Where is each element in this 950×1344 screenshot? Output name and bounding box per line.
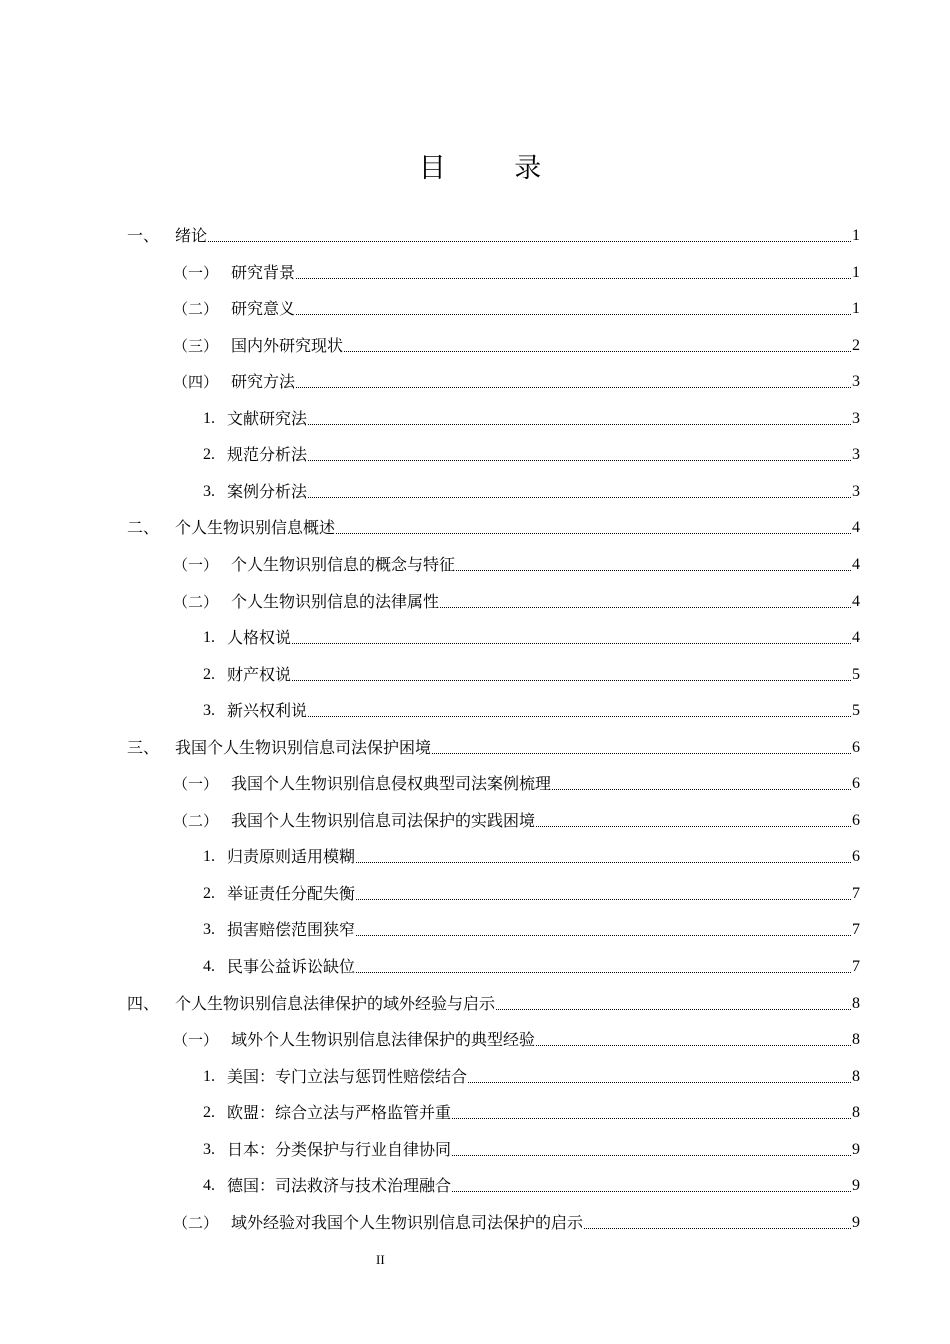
toc-entry-page: 3 [852, 410, 860, 427]
toc-entry-number: 3. [203, 702, 215, 719]
toc-entry-page: 6 [852, 775, 860, 792]
page-title: 目 录 [418, 153, 572, 184]
toc-dot-leader [552, 788, 851, 790]
toc-entry-title: 民事公益诉讼缺位 [227, 957, 356, 976]
toc-entry[interactable] [173, 334, 860, 358]
toc-entry[interactable] [173, 297, 860, 321]
toc-entry-page: 8 [852, 1104, 860, 1121]
toc-entry-page: 4 [852, 556, 860, 573]
toc-dot-leader [308, 459, 851, 461]
toc-entry-number: （一） [173, 775, 219, 793]
toc-entry[interactable] [173, 553, 860, 577]
toc-entry-page: 4 [852, 519, 860, 536]
toc-dot-leader [452, 1117, 851, 1119]
toc-entry[interactable] [203, 626, 860, 650]
toc-entry[interactable] [173, 1028, 860, 1052]
toc-entry[interactable] [203, 918, 860, 942]
toc-entry[interactable] [203, 443, 860, 467]
toc-dot-leader [468, 1081, 851, 1083]
toc-entry-number: 2. [203, 666, 215, 683]
toc-dot-leader [296, 277, 851, 279]
toc-entry-title: 人格权说 [227, 628, 292, 647]
toc-entry-number: 三、 [127, 738, 160, 757]
toc-dot-leader [292, 679, 851, 681]
toc-entry-title: 个人生物识别信息的法律属性 [231, 592, 440, 611]
toc-entry-page: 5 [852, 702, 860, 719]
toc-dot-leader [432, 752, 851, 754]
toc-entry-title: 案例分析法 [227, 482, 308, 501]
toc-entry-title: 个人生物识别信息概述 [175, 518, 336, 537]
toc-entry-title: 欧盟：综合立法与严格监管并重 [227, 1103, 452, 1122]
toc-entry-number: （四） [173, 373, 219, 391]
toc-entry-number: 1. [203, 410, 215, 427]
toc-entry-title: 我国个人生物识别信息司法保护的实践困境 [231, 811, 536, 830]
toc-dot-leader [208, 240, 851, 242]
toc-entry-page: 7 [852, 958, 860, 975]
toc-entry[interactable] [173, 261, 860, 285]
toc-entry-title: 研究背景 [231, 263, 296, 282]
toc-entry-page: 9 [852, 1214, 860, 1231]
toc-entry-title: 国内外研究现状 [231, 336, 344, 355]
toc-entry-number: （一） [173, 264, 219, 282]
toc-entry-number: 1. [203, 629, 215, 646]
toc-dot-leader [356, 861, 851, 863]
toc-entry-page: 1 [852, 264, 860, 281]
toc-entry-page: 5 [852, 666, 860, 683]
toc-entry-number: 1. [203, 848, 215, 865]
toc-entry-page: 8 [852, 995, 860, 1012]
toc-entry-title: 美国：专门立法与惩罚性赔偿结合 [227, 1067, 468, 1086]
toc-entry-title: 研究意义 [231, 299, 296, 318]
toc-entry[interactable] [203, 699, 860, 723]
toc-entry-number: 一、 [127, 226, 160, 245]
toc-entry-page: 7 [852, 921, 860, 938]
toc-entry-title: 归责原则适用模糊 [227, 847, 356, 866]
toc-entry[interactable] [203, 1174, 860, 1198]
toc-entry[interactable] [127, 992, 860, 1016]
toc-dot-leader [292, 642, 851, 644]
toc-entry-number: （一） [173, 1031, 219, 1049]
toc-entry[interactable] [173, 370, 860, 394]
toc-entry-page: 1 [852, 300, 860, 317]
toc-entry-number: 2. [203, 446, 215, 463]
toc-dot-leader [356, 934, 851, 936]
toc-entry-title: 举证责任分配失衡 [227, 884, 356, 903]
toc-entry-number: 3. [203, 1141, 215, 1158]
toc-entry[interactable] [127, 224, 860, 248]
toc-entry-title: 规范分析法 [227, 445, 308, 464]
toc-dot-leader [536, 825, 851, 827]
toc-entry-page: 9 [852, 1141, 860, 1158]
toc-dot-leader [536, 1044, 851, 1046]
toc-entry[interactable] [203, 955, 860, 979]
toc-entry[interactable] [203, 1138, 860, 1162]
toc-entry-page: 1 [852, 227, 860, 244]
toc-entry-number: （三） [173, 337, 219, 355]
toc-dot-leader [452, 1154, 851, 1156]
toc-entry-number: 3. [203, 921, 215, 938]
toc-entry-page: 6 [852, 848, 860, 865]
toc-dot-leader [336, 532, 851, 534]
toc-entry[interactable] [173, 1211, 860, 1235]
toc-entry-title: 个人生物识别信息法律保护的域外经验与启示 [175, 994, 496, 1013]
toc-dot-leader [296, 386, 851, 388]
toc-entry-title: 绪论 [175, 226, 208, 245]
toc-dot-leader [308, 496, 851, 498]
page-number-footer: II [376, 1252, 385, 1267]
toc-entry-number: （二） [173, 300, 219, 318]
toc-dot-leader [440, 606, 851, 608]
toc-entry[interactable] [203, 845, 860, 869]
toc-entry-number: 四、 [127, 994, 160, 1013]
toc-entry-page: 2 [852, 337, 860, 354]
toc-entry-number: （一） [173, 556, 219, 574]
toc-dot-leader [356, 971, 851, 973]
toc-entry-number: 2. [203, 1104, 215, 1121]
toc-entry-number: 二、 [127, 518, 160, 537]
toc-dot-leader [496, 1008, 851, 1010]
toc-entry-page: 6 [852, 739, 860, 756]
toc-entry-title: 我国个人生物识别信息司法保护困境 [175, 738, 432, 757]
toc-entry-page: 3 [852, 373, 860, 390]
toc-dot-leader [356, 898, 851, 900]
toc-entry-title: 损害赔偿范围狭窄 [227, 920, 356, 939]
toc-dot-leader [296, 313, 851, 315]
toc-entry-title: 域外经验对我国个人生物识别信息司法保护的启示 [231, 1213, 584, 1232]
toc-entry-page: 3 [852, 483, 860, 500]
toc-entry-number: （二） [173, 812, 219, 830]
toc-entry-title: 个人生物识别信息的概念与特征 [231, 555, 456, 574]
toc-entry[interactable] [203, 663, 860, 687]
toc-entry[interactable] [203, 1065, 860, 1089]
toc-dot-leader [456, 569, 851, 571]
toc-dot-leader [308, 715, 851, 717]
toc-entry-page: 3 [852, 446, 860, 463]
toc-entry[interactable] [127, 736, 860, 760]
toc-entry-number: 2. [203, 885, 215, 902]
toc-entry-page: 4 [852, 629, 860, 646]
toc-entry-title: 文献研究法 [227, 409, 308, 428]
toc-entry-number: （二） [173, 593, 219, 611]
toc-entry-number: （二） [173, 1214, 219, 1232]
toc-entry[interactable] [127, 516, 860, 540]
toc-entry[interactable] [203, 480, 860, 504]
toc-dot-leader [452, 1190, 851, 1192]
toc-entry-page: 4 [852, 593, 860, 610]
toc-entry-title: 日本：分类保护与行业自律协同 [227, 1140, 452, 1159]
toc-entry-title: 域外个人生物识别信息法律保护的典型经验 [231, 1030, 536, 1049]
toc-entry-title: 财产权说 [227, 665, 292, 684]
toc-entry-page: 8 [852, 1031, 860, 1048]
toc-entry[interactable] [203, 1101, 860, 1125]
toc-entry-title: 德国：司法救济与技术治理融合 [227, 1176, 452, 1195]
toc-entry-number: 4. [203, 958, 215, 975]
toc-dot-leader [584, 1227, 851, 1229]
toc-entry[interactable] [173, 590, 860, 614]
toc-entry-title: 研究方法 [231, 372, 296, 391]
toc-entry-number: 4. [203, 1177, 215, 1194]
toc-entry-page: 7 [852, 885, 860, 902]
toc-entry[interactable] [173, 772, 860, 796]
toc-entry[interactable] [203, 407, 860, 431]
toc-dot-leader [344, 350, 851, 352]
toc-entry[interactable] [173, 809, 860, 833]
toc-entry-number: 3. [203, 483, 215, 500]
toc-entry[interactable] [203, 882, 860, 906]
toc-entry-title: 新兴权利说 [227, 701, 308, 720]
toc-entry-page: 9 [852, 1177, 860, 1194]
toc-entry-number: 1. [203, 1068, 215, 1085]
toc-entry-page: 6 [852, 812, 860, 829]
toc-entry-title: 我国个人生物识别信息侵权典型司法案例梳理 [231, 774, 552, 793]
toc-dot-leader [308, 423, 851, 425]
toc-entry-page: 8 [852, 1068, 860, 1085]
